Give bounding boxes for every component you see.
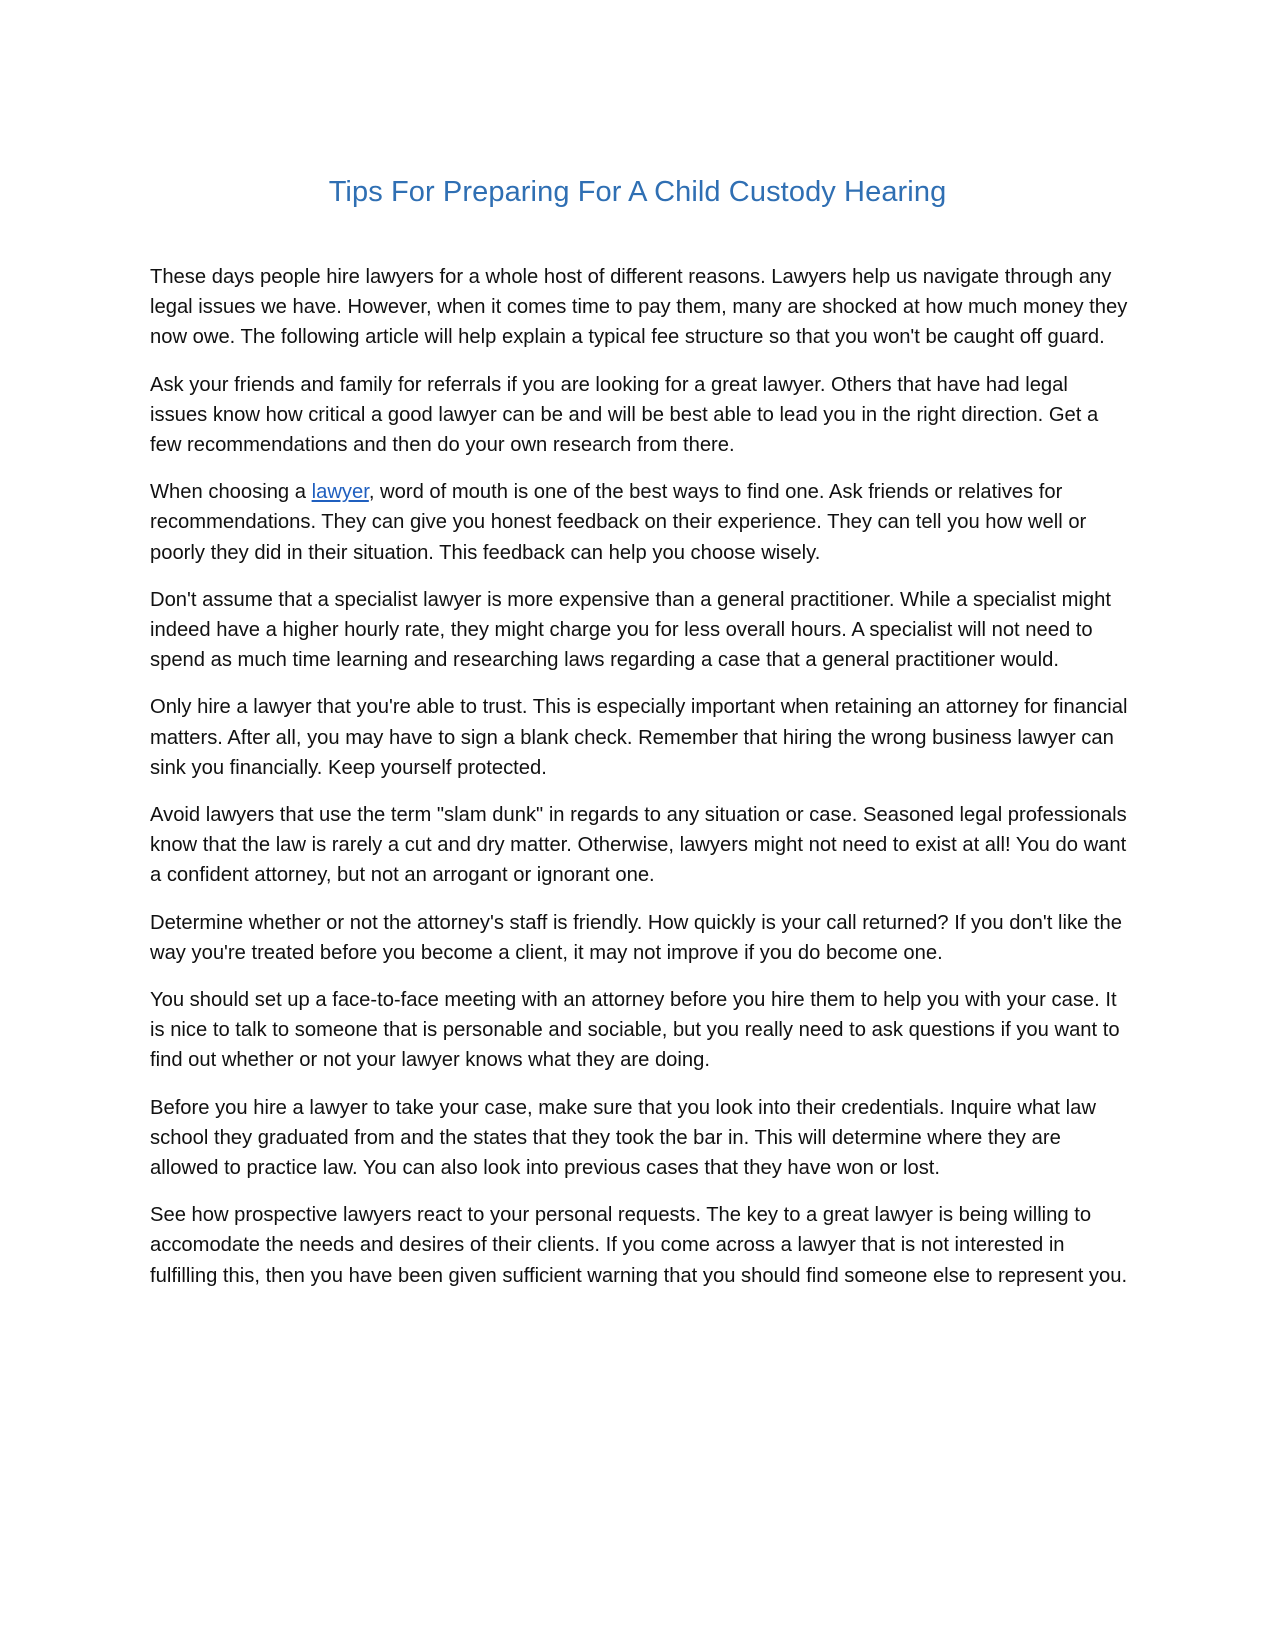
page-title: Tips For Preparing For A Child Custody Hearing <box>328 176 947 208</box>
paragraph-3 <box>150 477 1130 568</box>
paragraph-9: Before you hire a lawyer to take your case, make sure that you look into their credentials. Inquire what law school they graduated from and the states that they took the bar in. This will determine where they are allowed to practice law. You can also look into previous cases that they have won or lost. <box>150 1096 1096 1180</box>
paragraph-6: Avoid lawyers that use the term "slam dunk" in regards to any situation or case. Seasoned legal professionals know that the law is rarely a cut and dry matter. Otherwise, lawyers might not need to exist at all! You do want a confident attorney, but not an arrogant or ignorant one. <box>150 804 1127 887</box>
paragraph-2: Ask your friends and family for referrals if you are looking for a great lawyer. Others that have had legal issues know how critical a good lawyer can be and will be best able to lead you in the right direction. Get a few recommendations and then do your own research from there. <box>150 373 1099 457</box>
paragraph-5: Only hire a lawyer that you're able to trust. This is especially important when retaining an attorney for financial matters. After all, you may have to sign a blank check. Remember that hiring the wrong business lawyer can sink you financially. Keep yourself protected. <box>150 696 1128 779</box>
paragraph-4: Don't assume that a specialist lawyer is more expensive than a general practitioner. While a specialist might indeed have a higher hourly rate, they might charge you for less overall hours. A specialist will not need to spend as much time learning and researching laws regarding a case that a general practitioner would. <box>150 588 1111 672</box>
article-body <box>150 262 1130 1308</box>
lawyer-link[interactable]: lawyer <box>311 481 369 504</box>
paragraph-7: Determine whether or not the attorney's staff is friendly. How quickly is your call returned? If you don't like the way you're treated before you become a client, it may not improve if you do become one. <box>150 911 1122 964</box>
paragraph-8: You should set up a face-to-face meeting with an attorney before you hire them to help you with your case. It is nice to talk to someone that is personable and sociable, but you really need to ask questions if you want to find out whether or not your lawyer knows what they are doing. <box>150 989 1120 1072</box>
paragraph-1: These days people hire lawyers for a whole host of different reasons. Lawyers help us navigate through any legal issues we have. However, when it comes time to pay them, many are shocked at how much money they now owe. The following article will help explain a typical fee structure so that you won't be caught off guard. <box>150 266 1128 349</box>
paragraph-10: See how prospective lawyers react to your personal requests. The key to a great lawyer is being willing to accomodate the needs and desires of their clients. If you come across a lawyer that is not interested in fulfilling this, then you have been given sufficient warning that you should find someone else to represent you. <box>150 1204 1128 1287</box>
paragraph-3-text-after-link: , word of mouth is one of the best ways to find one. Ask friends or relatives for recommendations. They can give you honest feedback on their experience. They can tell you how well or poorly they did in their situation. This feedback can help you choose wisely. <box>150 481 1087 564</box>
paragraph-3-text-before-link: When choosing a <box>150 481 312 504</box>
